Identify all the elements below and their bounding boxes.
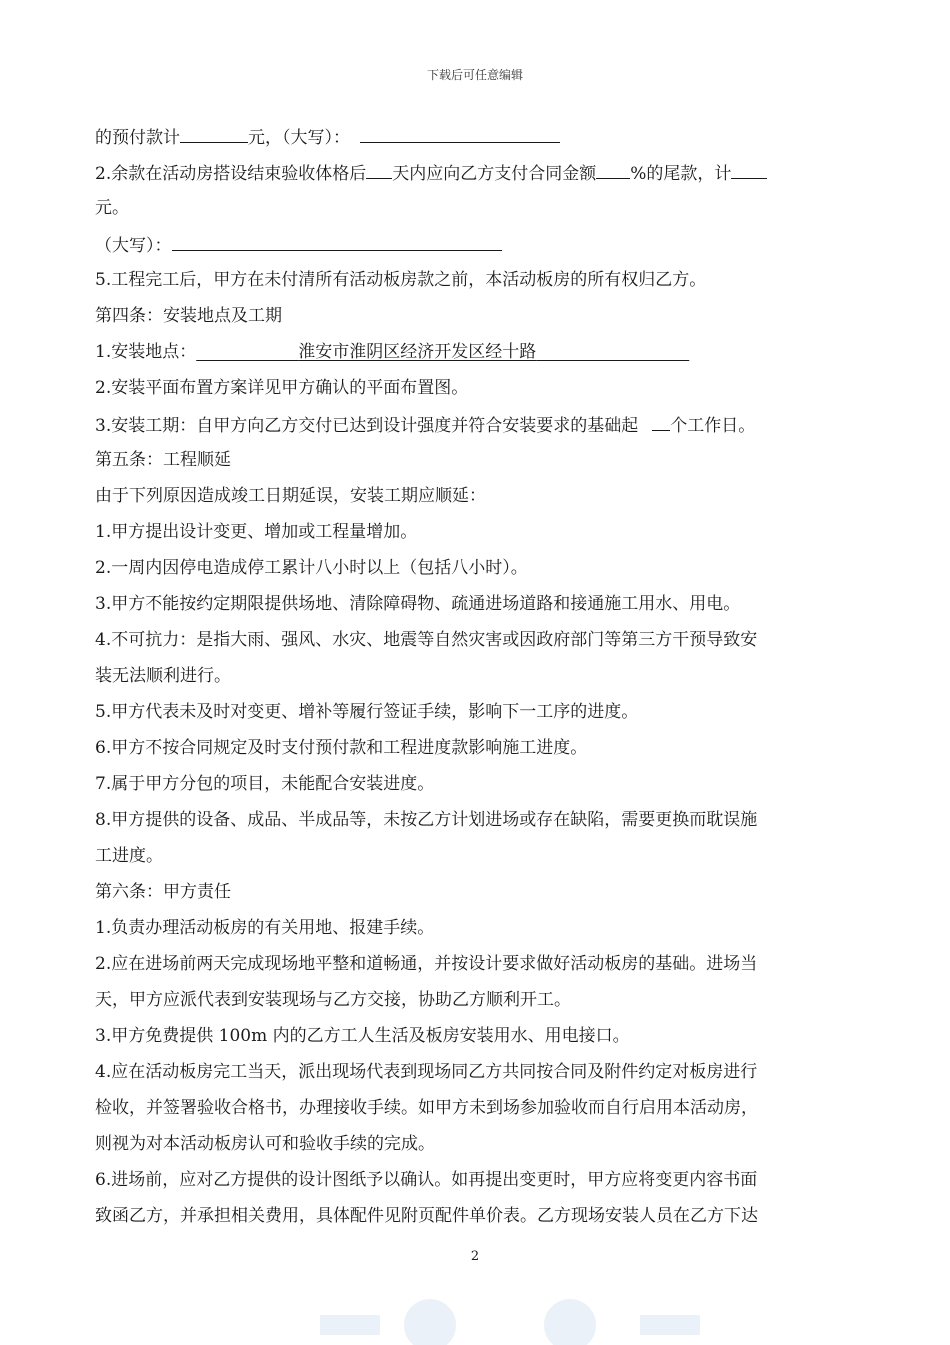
- text: 元，（大写）：: [248, 128, 350, 148]
- blank-field: [652, 406, 670, 431]
- text-line: 1.甲方提出设计变更、增加或工程量增加。: [95, 522, 418, 542]
- text-line: 则视为对本活动板房认可和验收手续的完成。: [95, 1134, 435, 1154]
- text: （大写）：: [95, 236, 172, 256]
- text-line: 2.安装平面布置方案详见甲方确认的平面布置图。: [95, 378, 469, 398]
- text-line: 2.应在进场前两天完成现场地平整和道畅通，并按设计要求做好活动板房的基础。进场当: [95, 954, 758, 974]
- page-number: 2: [470, 1249, 480, 1264]
- text-line: 4.不可抗力：是指大雨、强风、水灾、地震等自然灾害或因政府部门等第三方干预导致安: [95, 630, 758, 650]
- blank-field: [366, 154, 392, 179]
- text-line: 7.属于甲方分包的项目，未能配合安装进度。: [95, 774, 435, 794]
- text-line: [95, 334, 855, 370]
- page-header: 下载后可任意编辑: [426, 68, 523, 82]
- text: 3.安装工期：自甲方向乙方交付已达到设计强度并符合安装要求的基础起: [95, 416, 639, 436]
- text-line: 2.一周内因停电造成停工累计八小时以上（包括八小时）。: [95, 558, 528, 578]
- text: 2.余款在活动房搭设结束验收体格后: [95, 164, 367, 184]
- blank-field: [596, 154, 630, 179]
- text: 天内应向乙方支付合同金额: [392, 164, 597, 184]
- text: 1.安装地点：: [95, 342, 197, 362]
- blank-field: [360, 118, 560, 143]
- blank-field: [731, 154, 767, 179]
- section-heading: 第六条：甲方责任: [95, 882, 231, 902]
- text-line: [95, 406, 855, 442]
- install-location: 淮安市淮阴区经济开发区经十路: [298, 342, 537, 362]
- text-line: [95, 154, 855, 190]
- text-line: 致函乙方，并承担相关费用，具体配件见附页配件单价表。乙方现场安装人员在乙方下达: [95, 1206, 758, 1226]
- text-line: 4.应在活动板房完工当天，派出现场代表到现场同乙方共同按合同及附件约定对板房进行: [95, 1062, 758, 1082]
- text: 个工作日。: [670, 416, 756, 436]
- text-line: 3.甲方免费提供 100m 内的乙方工人生活及板房安装用水、用电接口。: [95, 1026, 630, 1046]
- blank-field: [180, 118, 248, 143]
- text-line: [95, 118, 855, 154]
- text-line: 天，甲方应派代表到安装现场与乙方交接，协助乙方顺利开工。: [95, 990, 571, 1010]
- watermark-snowflake-icon: [300, 1285, 740, 1345]
- text-line: 3.甲方不能按约定期限提供场地、清除障碍物、疏通进场道路和接通施工用水、用电。: [95, 594, 741, 614]
- text-line: 6.甲方不按合同规定及时支付预付款和工程进度款影响施工进度。: [95, 738, 588, 758]
- text-line: 6.进场前，应对乙方提供的设计图纸予以确认。如再提出变更时，甲方应将变更内容书面: [95, 1170, 758, 1190]
- text: %的尾款，计: [630, 164, 732, 184]
- text: 的预付款计: [95, 128, 180, 148]
- text-line: 5.甲方代表未及时对变更、增补等履行签证手续，影响下一工序的进度。: [95, 702, 639, 722]
- text-line: [95, 226, 855, 262]
- text-line: 1.负责办理活动板房的有关用地、报建手续。: [95, 918, 435, 938]
- text-line: 工进度。: [95, 846, 163, 866]
- text-line: 5.工程完工后，甲方在未付清所有活动板房款之前，本活动板房的所有权归乙方。: [95, 270, 707, 290]
- text-line: 8.甲方提供的设备、成品、半成品等，未按乙方计划进场或存在缺陷，需要更换而耽误施: [95, 810, 758, 830]
- blank-field: [172, 226, 502, 251]
- text-line: 元。: [95, 198, 129, 218]
- document-body: [95, 118, 855, 1234]
- text-line: 装无法顺利进行。: [95, 666, 231, 686]
- section-heading: 第四条：安装地点及工期: [95, 306, 282, 326]
- text-line: 检收，并签署验收合格书，办理接收手续。如甲方未到场参加验收而自行启用本活动房，: [95, 1098, 758, 1118]
- section-heading: 第五条：工程顺延: [95, 450, 231, 470]
- text-line: 由于下列原因造成竣工日期延误，安装工期应顺延：: [95, 486, 486, 506]
